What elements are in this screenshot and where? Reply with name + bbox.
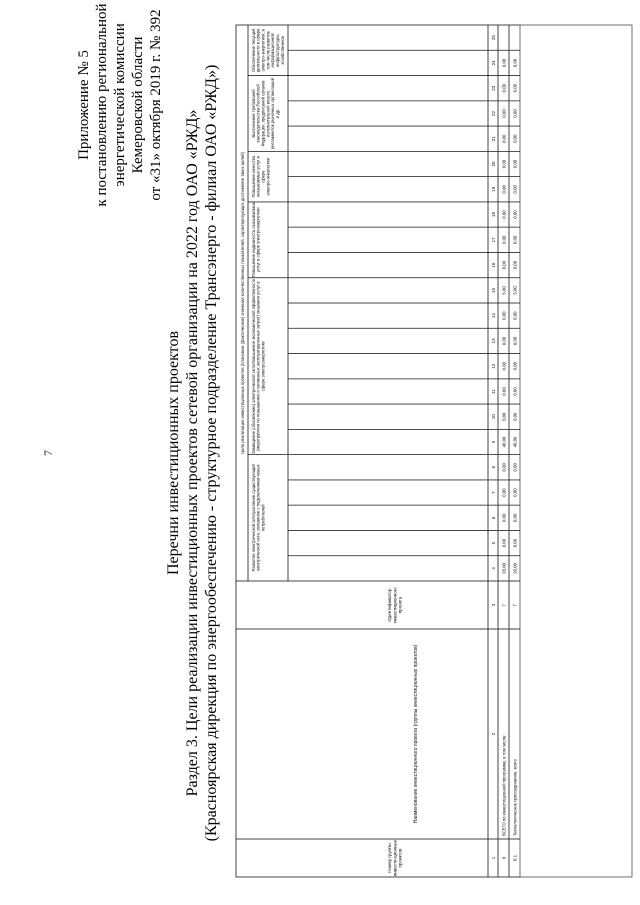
row0-value: 0,00 (501, 387, 507, 396)
column-number: 18 (491, 212, 496, 218)
row1-value: 0,00 (512, 134, 518, 143)
column-number: 21 (491, 136, 496, 142)
row1-value: 0,00 (512, 260, 518, 270)
sub6-label: информационной (270, 33, 276, 68)
indicator-column-cell (288, 530, 488, 555)
indicator-column-cell (288, 50, 488, 75)
column-number: 1 (491, 856, 496, 860)
row1-num: 0.1 (512, 854, 518, 862)
indicator-column-cell (288, 25, 488, 50)
sub6-label: хозяйственное (279, 35, 285, 65)
indicator-column-cell (288, 429, 488, 454)
group-header: Цели реализации инвестиционных проектов (плановые (фактические) значения количественных показателей, характеризующих достижение таких целей) (240, 152, 245, 454)
indicator-column-cell (288, 328, 488, 353)
row0-value: 0,00 (501, 210, 507, 219)
indicator-column-cell (288, 480, 488, 505)
appendix-line1: Приложение № 5 (76, 50, 92, 160)
sub4-label: электро-энергетики (265, 157, 271, 196)
col-num-header: Номер группы (387, 843, 393, 873)
row1-value: 0,00 (512, 185, 518, 194)
indicator-column-cell (288, 101, 488, 126)
row1-value: 0,00 (512, 412, 518, 421)
row0-value: 0,00 (501, 185, 507, 194)
row0-value: 0,00 (501, 488, 507, 497)
indicator-column-cell (288, 455, 488, 480)
sub6-label: деятельности в сфере (255, 28, 261, 73)
page-number: 7 (41, 450, 55, 456)
row0-value: 0,00 (501, 159, 507, 169)
row0-value-cell (498, 25, 509, 50)
col-name-header-cell (236, 629, 488, 839)
indicator-column-cell (288, 126, 488, 151)
col-id-header: Идентификатор (387, 588, 393, 622)
row0-value: 0,00 (501, 513, 507, 523)
column-number: 25 (491, 35, 496, 41)
sub5-label: законодательства Российской (255, 84, 261, 143)
sub6-label: электро-энергетики, в (260, 29, 266, 72)
column-number: 7 (491, 491, 496, 494)
column-number: 16 (491, 262, 496, 268)
row1-value: 0,00 (512, 538, 518, 548)
column-number: 19 (491, 186, 496, 192)
heading-1: Перечни инвестиционных проектов (165, 330, 182, 576)
row0-value: 0,00 (501, 235, 507, 245)
sub2-label: Замещение (обновление) электрической сети/повышение экономической эффективности (250, 278, 256, 454)
row0-value: 0,00 (501, 463, 507, 472)
column-number: 3 (491, 603, 496, 607)
col-num-header: инвести-ционных (392, 839, 398, 877)
heading-2: Раздел 3. Цели реализации инвестиционных проектов сетевой организации на 2022 год ОАО «РЖД» (184, 109, 201, 797)
row1-value: 0,00 (512, 58, 518, 68)
appendix-line5: от «31» октября 2019 г. № 392 (148, 9, 164, 201)
row1-value: 0,00 (512, 109, 518, 118)
row0-value: 40,00 (501, 436, 507, 448)
indicator-column-cell (288, 177, 488, 202)
col-num-header-cell (236, 839, 488, 877)
col-num-header: проектов (397, 848, 403, 868)
row0-name: ВСЕГО по инвестиционной программе, в том числе: (501, 734, 507, 836)
sub2-label: сфере электроэнергетики (260, 341, 266, 392)
sub5-label: Федерации, предписаний органов (260, 80, 266, 147)
column-number: 8 (491, 466, 496, 469)
sub5-label: регламентов рыночных организаций (270, 77, 276, 149)
row1-value: 0,00 (512, 488, 518, 497)
row1-value-cell (509, 25, 520, 50)
row0-value: 0,00 (501, 361, 507, 371)
indicator-column-cell (288, 379, 488, 404)
sub4-label: оказываемых услуг в (255, 156, 261, 198)
row1-value: 20,00 (512, 562, 518, 574)
row0-value: 0,00 (501, 311, 507, 320)
indicator-column-cell (288, 202, 488, 227)
column-number: 2 (491, 732, 496, 736)
appendix-line2: к постановлению региональной (94, 3, 110, 207)
row1-id: Г (512, 603, 518, 607)
row0-value: 0,00 (501, 412, 507, 421)
sub1-label: электрической сети, связанное с подключением новых (255, 464, 261, 572)
row1-value: 0,00 (512, 210, 518, 219)
row0-value: 5,00 (501, 286, 507, 295)
indicator-column-cell (288, 505, 488, 530)
row0-value: 0,00 (501, 58, 507, 68)
row0-value: 0,00 (501, 336, 507, 346)
row1-value: 0,00 (512, 361, 518, 371)
indicator-column-cell (288, 278, 488, 303)
sub1-label: Развитие электрической сети/усиление существующей (250, 464, 256, 572)
col-id-header: проекта (397, 596, 403, 614)
sub1-label: потребителей (260, 504, 266, 532)
row0-value: 20,00 (501, 562, 507, 574)
row1-value: 40,00 (512, 436, 518, 448)
sub5-label: исполнительной власти, (265, 89, 271, 138)
appendix-line3: энергетической комиссии (112, 23, 128, 187)
col-id-header-cell (236, 581, 488, 629)
row0-value: 0,00 (501, 109, 507, 118)
row1-name: Технологическое присоединение, всего (512, 759, 518, 836)
column-number: 6 (491, 516, 496, 520)
row0-id: Г (501, 603, 507, 607)
sub5-label: и др. (274, 108, 280, 119)
table-border (236, 25, 632, 877)
column-number: 4 (491, 567, 496, 570)
appendix-line4: Кемеровской области (130, 36, 146, 174)
sub5-label: Выполнение требований (250, 89, 256, 138)
column-number: 13 (491, 338, 496, 344)
column-number: 20 (491, 161, 496, 167)
column-number: 14 (491, 313, 496, 319)
column-number: 11 (491, 389, 496, 394)
row1-value: 0,00 (512, 463, 518, 472)
row0-value: 0,00 (501, 260, 507, 270)
sub3-label: Повышение надежности оказываемых (250, 202, 256, 278)
row1-value: 0,00 (512, 513, 518, 523)
sub4-label: сфере (260, 170, 266, 183)
heading-3: (Красноярская дирекция по энергообеспечению - структурное подразделение Трансэнерго - филиал ОАО «РЖД») (203, 64, 220, 842)
sub3-label: услуг в сфере электроэнергетики (255, 207, 261, 273)
row1-value: 0,00 (512, 311, 518, 320)
row0-value: 0,00 (501, 538, 507, 548)
sub6-label: том числе развитие (265, 31, 271, 70)
indicator-column-cell (288, 404, 488, 429)
indicator-column-cell (288, 354, 488, 379)
indicator-column-cell (288, 303, 488, 328)
column-number: 23 (491, 85, 496, 91)
row1-value: 0,00 (512, 387, 518, 396)
col-name-header: Наименование инвестиционного проекта (группы инвестиционных проектов) (412, 644, 419, 824)
column-number: 15 (491, 287, 496, 293)
row1-value: 0,00 (512, 159, 518, 169)
sub6-label: Обеспечение текущей (250, 28, 256, 72)
sub4-label: Повышение качества (250, 155, 256, 198)
row0-num: 0 (501, 856, 507, 860)
row1-value: 0,00 (512, 83, 518, 93)
indicator-column-cell (288, 556, 488, 581)
col-id-header: инвестиционного (392, 587, 398, 623)
row0-value: 0,00 (501, 134, 507, 143)
column-number: 24 (491, 60, 496, 66)
row1-value: 0,00 (512, 336, 518, 346)
column-number: 12 (491, 363, 496, 369)
column-number: 17 (491, 237, 496, 243)
column-number: 10 (491, 414, 496, 420)
column-number: 9 (491, 440, 496, 444)
column-number: 5 (491, 541, 496, 545)
sub6-label: инфраструктуры, (274, 33, 280, 68)
row1-value: 5,00 (512, 286, 518, 295)
sub2-label: (мероприятия по повышению и сниженных эксплуатационных затрат) оказания услуг в (255, 281, 261, 451)
indicator-column-cell (288, 151, 488, 176)
row0-value: 0,00 (501, 83, 507, 93)
row1-value: 0,00 (512, 235, 518, 245)
indicator-column-cell (288, 76, 488, 101)
column-number: 22 (491, 110, 496, 116)
indicator-column-cell (288, 252, 488, 277)
indicator-column-cell (288, 227, 488, 252)
